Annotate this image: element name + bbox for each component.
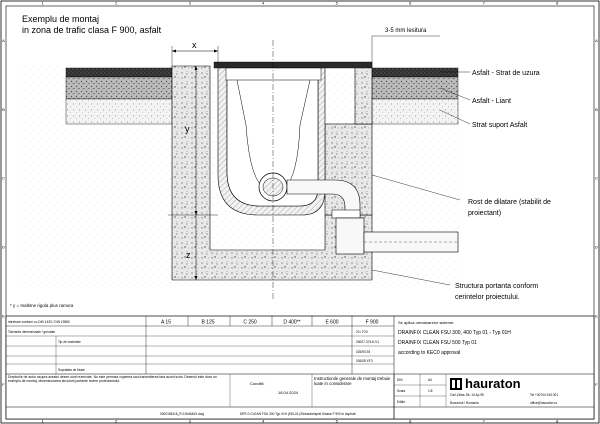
suitable-title: Se aplica urmatoarelor sisteme: xyxy=(398,320,455,325)
row3-value: 025/93.93 xyxy=(356,350,371,354)
grid-number-top: 5 xyxy=(335,0,338,6)
base-course-left xyxy=(66,99,172,124)
grid-letter-right: F xyxy=(595,382,598,388)
wearing-course-left xyxy=(66,68,172,77)
suitable-line-1: DRAINFIX CLEAN FSU 300, 400 Typ 01 - Typ 01H xyxy=(398,330,511,336)
suitable-line-3: according to KEC0 approval xyxy=(398,350,461,356)
scale-value: 1:8 xyxy=(428,389,433,393)
grid-number-bottom: 4 xyxy=(262,418,265,424)
format-value: A4 xyxy=(428,378,432,382)
instructions-text: Instructiunile generale de montaj trebuie luate in considerare xyxy=(314,376,391,387)
structure-label-line-1: Structura portanta conform xyxy=(455,283,539,290)
load-class-cell: A 15 xyxy=(160,319,172,326)
layer-1-label: Asfalt - Strat de uzura xyxy=(472,70,540,77)
dimension-z-label: z xyxy=(186,250,191,260)
grid-letter-right: B xyxy=(595,106,598,112)
grid-number-top: 7 xyxy=(482,0,485,6)
grid-number-bottom: 7 xyxy=(482,418,485,424)
grate-cover xyxy=(214,62,372,68)
load-class-cell: C 250 xyxy=(243,319,257,326)
base-course-right xyxy=(372,99,458,124)
gap-label: 3-5 mm lesitura xyxy=(385,28,427,34)
grid-letter-right: E xyxy=(595,313,598,319)
grid-number-bottom: 6 xyxy=(409,418,412,424)
phone: Tel +40744 915 001 xyxy=(530,393,559,397)
grid-number-bottom: 1 xyxy=(41,418,44,424)
row2-value: 03007-374-ft-V1 xyxy=(356,340,380,344)
class-note: 20 / F20 xyxy=(356,330,368,334)
grid-letter-left: B xyxy=(2,106,5,112)
grid-number-top: 3 xyxy=(188,0,191,6)
footnote: * y = Inaltime rigola plus ramura xyxy=(10,303,74,308)
grid-number-top: 2 xyxy=(115,0,118,6)
address-line-1: Carl-Zeiss-Str. 10 Ap 95 xyxy=(450,393,484,397)
grid-letter-left: E xyxy=(2,313,5,319)
concrete-haunch-right xyxy=(355,66,372,124)
grid-number-bottom: 5 xyxy=(335,418,338,424)
grid-letter-left: C xyxy=(2,175,5,181)
grid-number-top: 6 xyxy=(409,0,412,6)
grate-frame xyxy=(226,68,321,80)
grid-number-top: 1 xyxy=(41,0,44,6)
grid-letter-left: A xyxy=(2,37,5,43)
legal-text-box xyxy=(8,375,228,406)
format-label: DIN xyxy=(397,378,403,382)
binder-course-right xyxy=(372,77,458,99)
title-line-1: Exemplu de montaj xyxy=(22,14,100,24)
load-class-cell: D 400** xyxy=(283,319,301,326)
row5-label: Suprafata de fixare xyxy=(58,368,85,372)
email: office@hauraton.ro xyxy=(530,401,558,405)
row2-label: Tolerante dimensionale / greutate xyxy=(8,330,56,334)
wearing-course-right xyxy=(372,68,458,77)
grid-letter-left: F xyxy=(2,382,5,388)
title-line-2: in zona de trafic clasa F 900, asfalt xyxy=(22,25,162,35)
date-value: 18.04.2024 xyxy=(278,390,299,395)
edition-label: Editie xyxy=(397,400,405,404)
scale-label: Scara xyxy=(397,389,406,393)
file-name: 0000158118_R.01HAMAX.dwg xyxy=(160,412,205,416)
grid-number-top: 8 xyxy=(556,0,559,6)
joint-label-line-1: Rost de dilatare (stabilit de xyxy=(468,199,551,206)
load-class-cell: E 600 xyxy=(325,319,339,326)
joint-label-line-2: proiectant) xyxy=(468,210,502,217)
dimension-y-label: y xyxy=(185,124,190,134)
grid-number-bottom: 3 xyxy=(188,418,191,424)
grid-letter-right: D xyxy=(595,244,598,250)
row3-label: Tip de materiale xyxy=(58,340,81,344)
suitable-line-2: DRAINFIX CLEAN FSU 500 Typ 01 xyxy=(398,340,477,346)
binder-course-left xyxy=(66,77,172,99)
legal-text: Drepturile de autor asupra acestui desen sunt rezervate. Nu este permisa copierea sau transmiterea fara acord scris. Desenul este doar un exemplu de montaj, dimensionarea structurii portante revine proiectantului. xyxy=(8,375,217,383)
standard-text: Intrebare conform cu DIN 1433 / DIN 19580 xyxy=(8,320,70,324)
grid-number-top: 4 xyxy=(262,0,265,6)
condition-label: Conditii: xyxy=(250,381,265,386)
grid-letter-right: C xyxy=(595,175,598,181)
pipe-socket xyxy=(332,210,360,218)
load-class-cell: B 125 xyxy=(201,319,215,326)
row4-value: 026/08 XF3 xyxy=(356,359,373,363)
hauraton-logo xyxy=(450,376,521,391)
load-class-cell: F 900 xyxy=(365,319,379,326)
structure-label-line-2: cerintelor proiectului. xyxy=(455,294,520,301)
grid-letter-left: D xyxy=(2,244,5,250)
layer-2-label: Asfalt - Liant xyxy=(472,98,511,105)
company-name: hauraton xyxy=(465,376,521,391)
grid-letter-right: A xyxy=(595,37,598,43)
grid-number-bottom: 8 xyxy=(556,418,559,424)
drawing-number: DRF-0 CLEAN FSU 300 Typ 01H (KEL01) Einbaubeispiel Klasse F 900 in Asphalt xyxy=(240,412,356,416)
instructions-box xyxy=(314,376,392,406)
layer-3-label: Strat suport Asfalt xyxy=(472,122,528,129)
vertical-pipe xyxy=(336,218,364,254)
dimension-x-label: x xyxy=(192,40,197,50)
address-line-2: Bucuresti / Romania xyxy=(450,401,479,405)
grid-number-bottom: 2 xyxy=(115,418,118,424)
